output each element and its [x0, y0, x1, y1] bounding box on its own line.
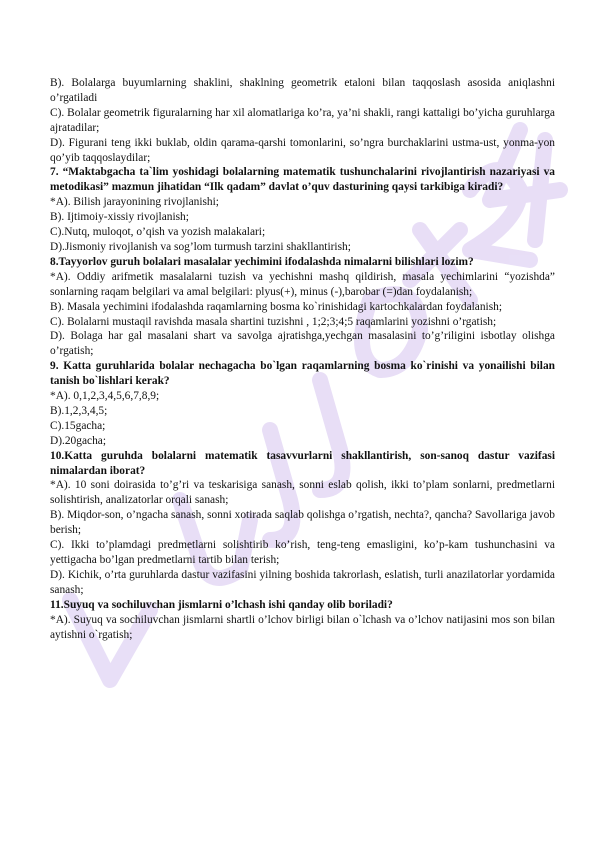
answer-option: B). Masala yechimini ifodalashda raqamlarning bosma ko`rinishidagi kartochkalardan foydalanish;: [50, 300, 503, 313]
question-text: 7. “Maktabgacha ta`lim yoshidagi bolalarning matematik tushunchalarini rivojlantirish nazariyasi va metodikasi” mazmun jihatidan “Ilk qadam” davlat o’quv dasturining qaysi tarkibiga kiradi?: [50, 166, 555, 194]
answer-option: D). Figurani teng ikki buklab, oldin qarama-qarshi tomonlarini, so’ngra burchaklarini ustma-ust, yonma-yon qo’yib taqqoslaydilar;: [50, 136, 555, 164]
answer-option: *A). Bilish jarayonining rivojlanishi;: [50, 196, 219, 209]
answer-option: D).20gacha;: [50, 434, 106, 447]
answer-option: D).Jismoniy rivojlanish va sog’lom turmush tarzini shakllantirish;: [50, 240, 351, 253]
answer-option: C). Bolalar geometrik figuralarning har xil alomatlariga ko’ra, ya’ni shakli, rangi kattaligi bo’yicha guruhlarga ajratadilar;: [50, 106, 555, 134]
question-text: 10.Katta guruhda bolalarni matematik tasavvurlarni shakllantirish, son-sanoq dastur vazifasi nimalardan iborat?: [50, 449, 555, 477]
answer-option: *A). 10 soni doirasida to’g’ri va teskarisiga sanash, sonni eslab qolish, ikki to’plam sonlarni, predmetlarni solishtirish, analizatorlar orqali sanash;: [50, 479, 555, 507]
answer-option: C). Ikki to’plamdagi predmetlarni solishtirib ko’rish, teng-teng emasligini, ko’p-kam tushunchasini va yettigacha bo’lgan predmetlarni tartib bilan terish;: [50, 539, 555, 566]
document-body: [50, 76, 555, 642]
answer-option: *A). 0,1,2,3,4,5,6,7,8,9;: [50, 390, 160, 403]
answer-option: C).15gacha;: [50, 419, 106, 432]
answer-option: D). Kichik, o’rta guruhlarda dastur vazifasini yilning boshida takrorlash, eslatish, turli anazilatorlar yordamida sanash;: [50, 568, 555, 596]
answer-option: B). Miqdor-son, o’ngacha sanash, sonni xotirada saqlab qolishga o’rgatish, nechta?, qancha? Savollariga javob berish;: [50, 509, 555, 537]
answer-option: *A). Suyuq va sochiluvchan jismlarni shartli o’lchov birligi bilan o`lchash va o’lchov natijasini mos son bilan aytishni o`rgatish;: [50, 613, 555, 641]
answer-option: *A). Oddiy arifmetik masalalarni tuzish va yechishni mashq qildirish, masala yechimlarini “yozishda” sonlarning raqam belgilari va amal belgilari: plyus(+), minus (-),barobar (=)dan foydalanish;: [50, 270, 555, 298]
answer-option: C).Nutq, muloqot, o’qish va yozish malakalari;: [50, 226, 266, 239]
answer-option: D). Bolaga har gal masalani shart va savolga ajratishga,yechgan masalasini to’g’riligini isbotlay olishga o’rgatish;: [50, 330, 555, 358]
answer-option: B). Ijtimoiy-xissiy rivojlanish;: [50, 211, 189, 224]
question-text: 9. Katta guruhlarida bolalar nechagacha bo`lgan raqamlarning bosma ko`rinishi va yonailishi bilan tanish bo`lishlari kerak?: [50, 360, 555, 388]
question-text: 11.Suyuq va sochiluvchan jismlarni o’lchash ishi qanday olib boriladi?: [50, 598, 393, 611]
question-text: 8.Tayyorlov guruh bolalari masalalar yechimini ifodalashda nimalarni bilishlari lozim?: [50, 255, 474, 268]
answer-option: C). Bolalarni mustaqil ravishda masala shartini tuzishni , 1;2;3;4;5 raqamlarini yozishni o’rgatish;: [50, 315, 497, 328]
answer-option: B).1,2,3,4,5;: [50, 404, 108, 417]
answer-option: B). Bolalarga buyumlarning shaklini, shaklning geometrik etaloni bilan taqqoslash asosida aniqlashni o’rgatiladi: [50, 77, 555, 104]
